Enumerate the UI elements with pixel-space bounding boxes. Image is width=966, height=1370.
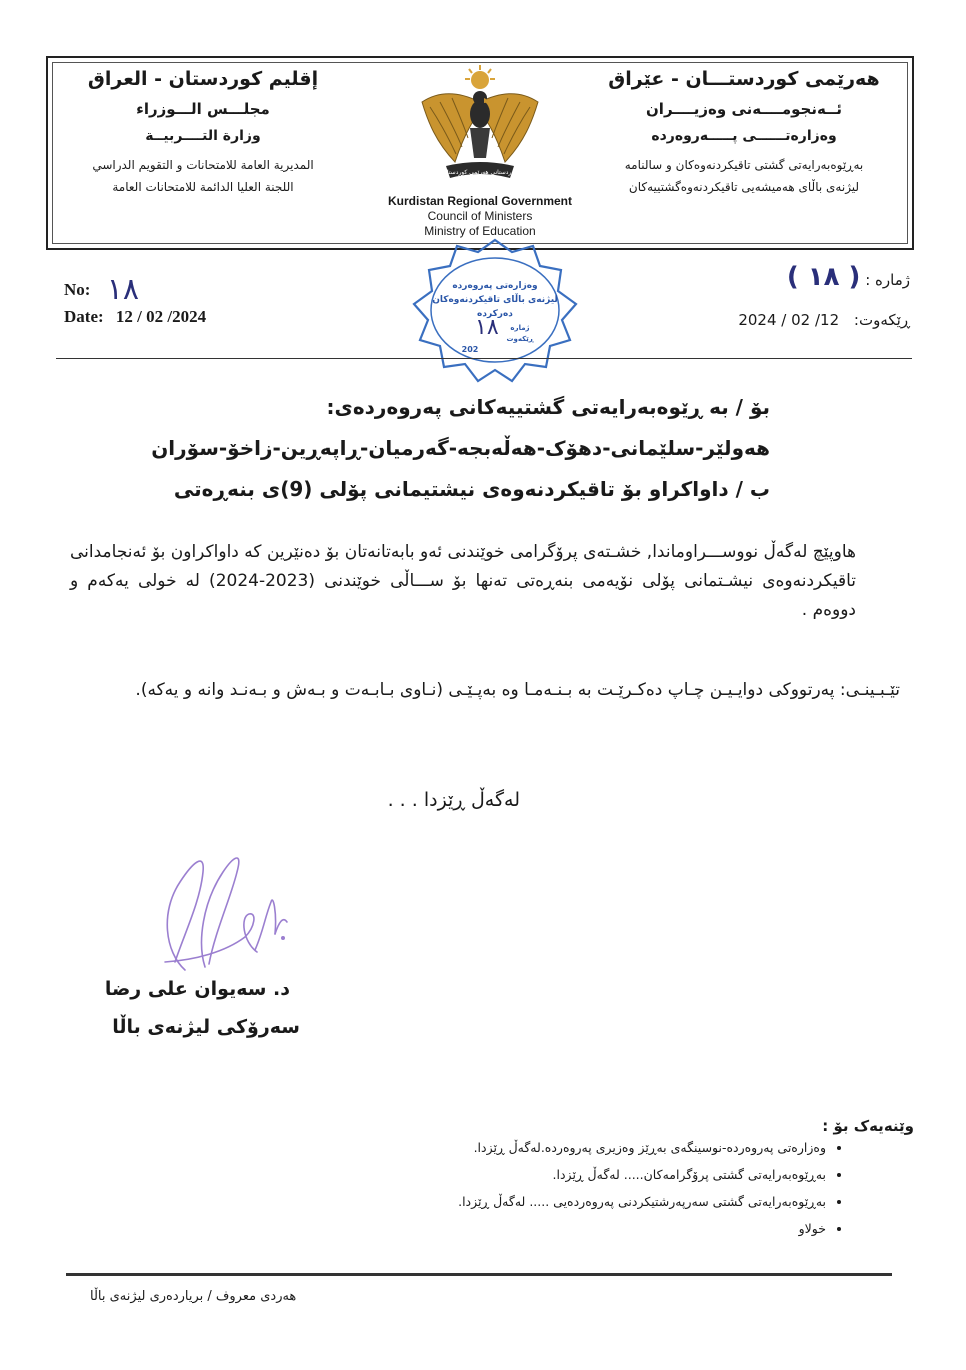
committee-title-ku: لیژنەی باڵای هەمیشەیی تاقیکردنەوەگشتییەکان — [628, 180, 860, 194]
emblem-banner-text: کوردستانی هەرێمی کوردستان — [442, 169, 518, 176]
letterhead-kurdish-block — [594, 66, 894, 194]
letter-date-en — [64, 307, 206, 327]
official-stamp-icon — [400, 238, 590, 388]
number-value-ku: ( ١٨ ) — [786, 262, 861, 292]
council-title-ku: ئــەنجومــــەنی وەزیــــران — [646, 100, 842, 118]
date-value: 12 / 02 /2024 — [115, 307, 207, 326]
list-item: • وەزارەتی پەروەردە-نوسینگەی بەڕێز وەزیری پەروەردە.لەگەڵ ڕێزدا. — [266, 1140, 826, 1156]
stamp-handwritten-number: ١٨ — [475, 315, 499, 340]
recipients-line: هەولێر-سلێمانی-دهۆک-هەڵەبجە-گەرمیان-ڕاپەڕین-زاخۆ-سۆران — [151, 436, 770, 460]
letterhead — [46, 56, 914, 250]
date-value-ku: 12/ 02 / 2024 — [738, 311, 840, 329]
letter-date-ku — [738, 311, 910, 329]
letter-number-ku — [787, 262, 910, 292]
krg-title-en: Kurdistan Regional Government — [387, 194, 573, 208]
footer-divider — [66, 1273, 892, 1276]
letterhead-emblem-block — [366, 62, 594, 238]
krg-eagle-emblem-icon — [410, 62, 550, 192]
list-item: • بەڕێوەبەرایەتی گشتی سەرپەرشتیکردنی پەروەردەیی ..... لەگەڵ ڕێزدا. — [266, 1194, 826, 1210]
letter-number-en — [64, 272, 139, 307]
list-item: • بەڕێوەبەرایەتی گشتی پرۆگرامەکان..... لەگەڵ ڕێزدا. — [266, 1167, 826, 1183]
date-label: Date: — [64, 307, 104, 326]
letterhead-arabic-block — [68, 66, 338, 194]
signatory-name: د. سەیوان علی رضا — [104, 978, 290, 1000]
footer-prepared-by: هەردی معروف / بریاردەری لیژنەی باڵا — [90, 1289, 297, 1304]
list-item: • خولاو — [266, 1221, 826, 1237]
cc-list — [266, 1140, 844, 1248]
handwritten-signature-icon — [145, 842, 295, 982]
no-label: No: — [64, 280, 91, 299]
closing-phrase: لەگەڵ ڕێزدا . . . — [387, 789, 520, 811]
stamp-line4: ژمارە — [510, 324, 530, 332]
stamp-line3: دەرکردە — [477, 309, 513, 319]
addressee-line: بۆ / بە ڕێوەبەرایەتی گشتییەکانی پەروەردەی: — [326, 395, 770, 419]
no-value-handwritten: ١٨ — [106, 272, 139, 307]
directorate-title-ku: بەڕێوەبەرایەتی گشتی تاقیکردنەوەکان و سالنامە — [624, 158, 864, 172]
ministry-title-ku: وەزارەتــــــی پـــــەروەردە — [651, 128, 837, 144]
stamp-line1: وەزارەتی پەروەردە — [452, 281, 538, 291]
ministry-title-ar: وزارة التــــربيــة — [145, 128, 261, 144]
stamp-line5: ڕێکەوت — [506, 335, 534, 343]
date-label-ku: ڕێکەوت: — [853, 311, 910, 329]
directorate-title-ar: المديرية العامة للامتحانات و التقويم الدراسي — [92, 158, 314, 172]
stamp-year: 202 — [461, 345, 479, 354]
council-title-ar: مجلـــس الـــوزراء — [136, 100, 270, 118]
council-title-en: Council of Ministers — [427, 209, 533, 223]
note-paragraph: تێـبـینـی: پەرتووكی دوایـیـن چـاپ دەكـرێـت بە بـنـەمـا وە بەپـێـی (نـاوی بـابـەت و بـەش و بـەنـد وانە و یەكە). — [135, 680, 900, 700]
ministry-title-en: Ministry of Education — [424, 224, 536, 238]
cc-title: وێنەیەک بۆ : — [822, 1117, 914, 1135]
subject-line: ب / داواکراو بۆ تاقیکردنەوەی نیشتیمانی پۆلی (9)ی بنەڕەتی — [173, 477, 770, 501]
number-label-ku: ژمارە : — [865, 271, 910, 289]
stamp-line2: لیژنەی باڵای تاقیکردنەوەکان — [432, 295, 558, 305]
region-title-ku: هەرێمی كوردستـــان - عێراق — [608, 68, 880, 90]
region-title-ar: إقليم كوردستان - العراق — [87, 68, 319, 90]
body-paragraph: هاوپێچ لەگەڵ نووســـراوماندا, خشـتەی پرۆگرامی خوێندنی ئەو بابەتانەتان بۆ دەنێرین كە داواكراون بۆ ئەنجامدانی تاقیکردنەوەی نیشـتمانی پۆلی نۆیەمی بنەڕەتی تەنها بۆ ســـاڵی خوێندنی (2023-2024) لە خولی یەکەم و دووەم . — [70, 542, 856, 620]
header-divider — [56, 358, 912, 359]
signatory-title: سەرۆکی لیژنەی باڵا — [112, 1016, 300, 1038]
committee-title-ar: اللجنة العليا الدائمة للامتحانات العامة — [112, 180, 294, 194]
